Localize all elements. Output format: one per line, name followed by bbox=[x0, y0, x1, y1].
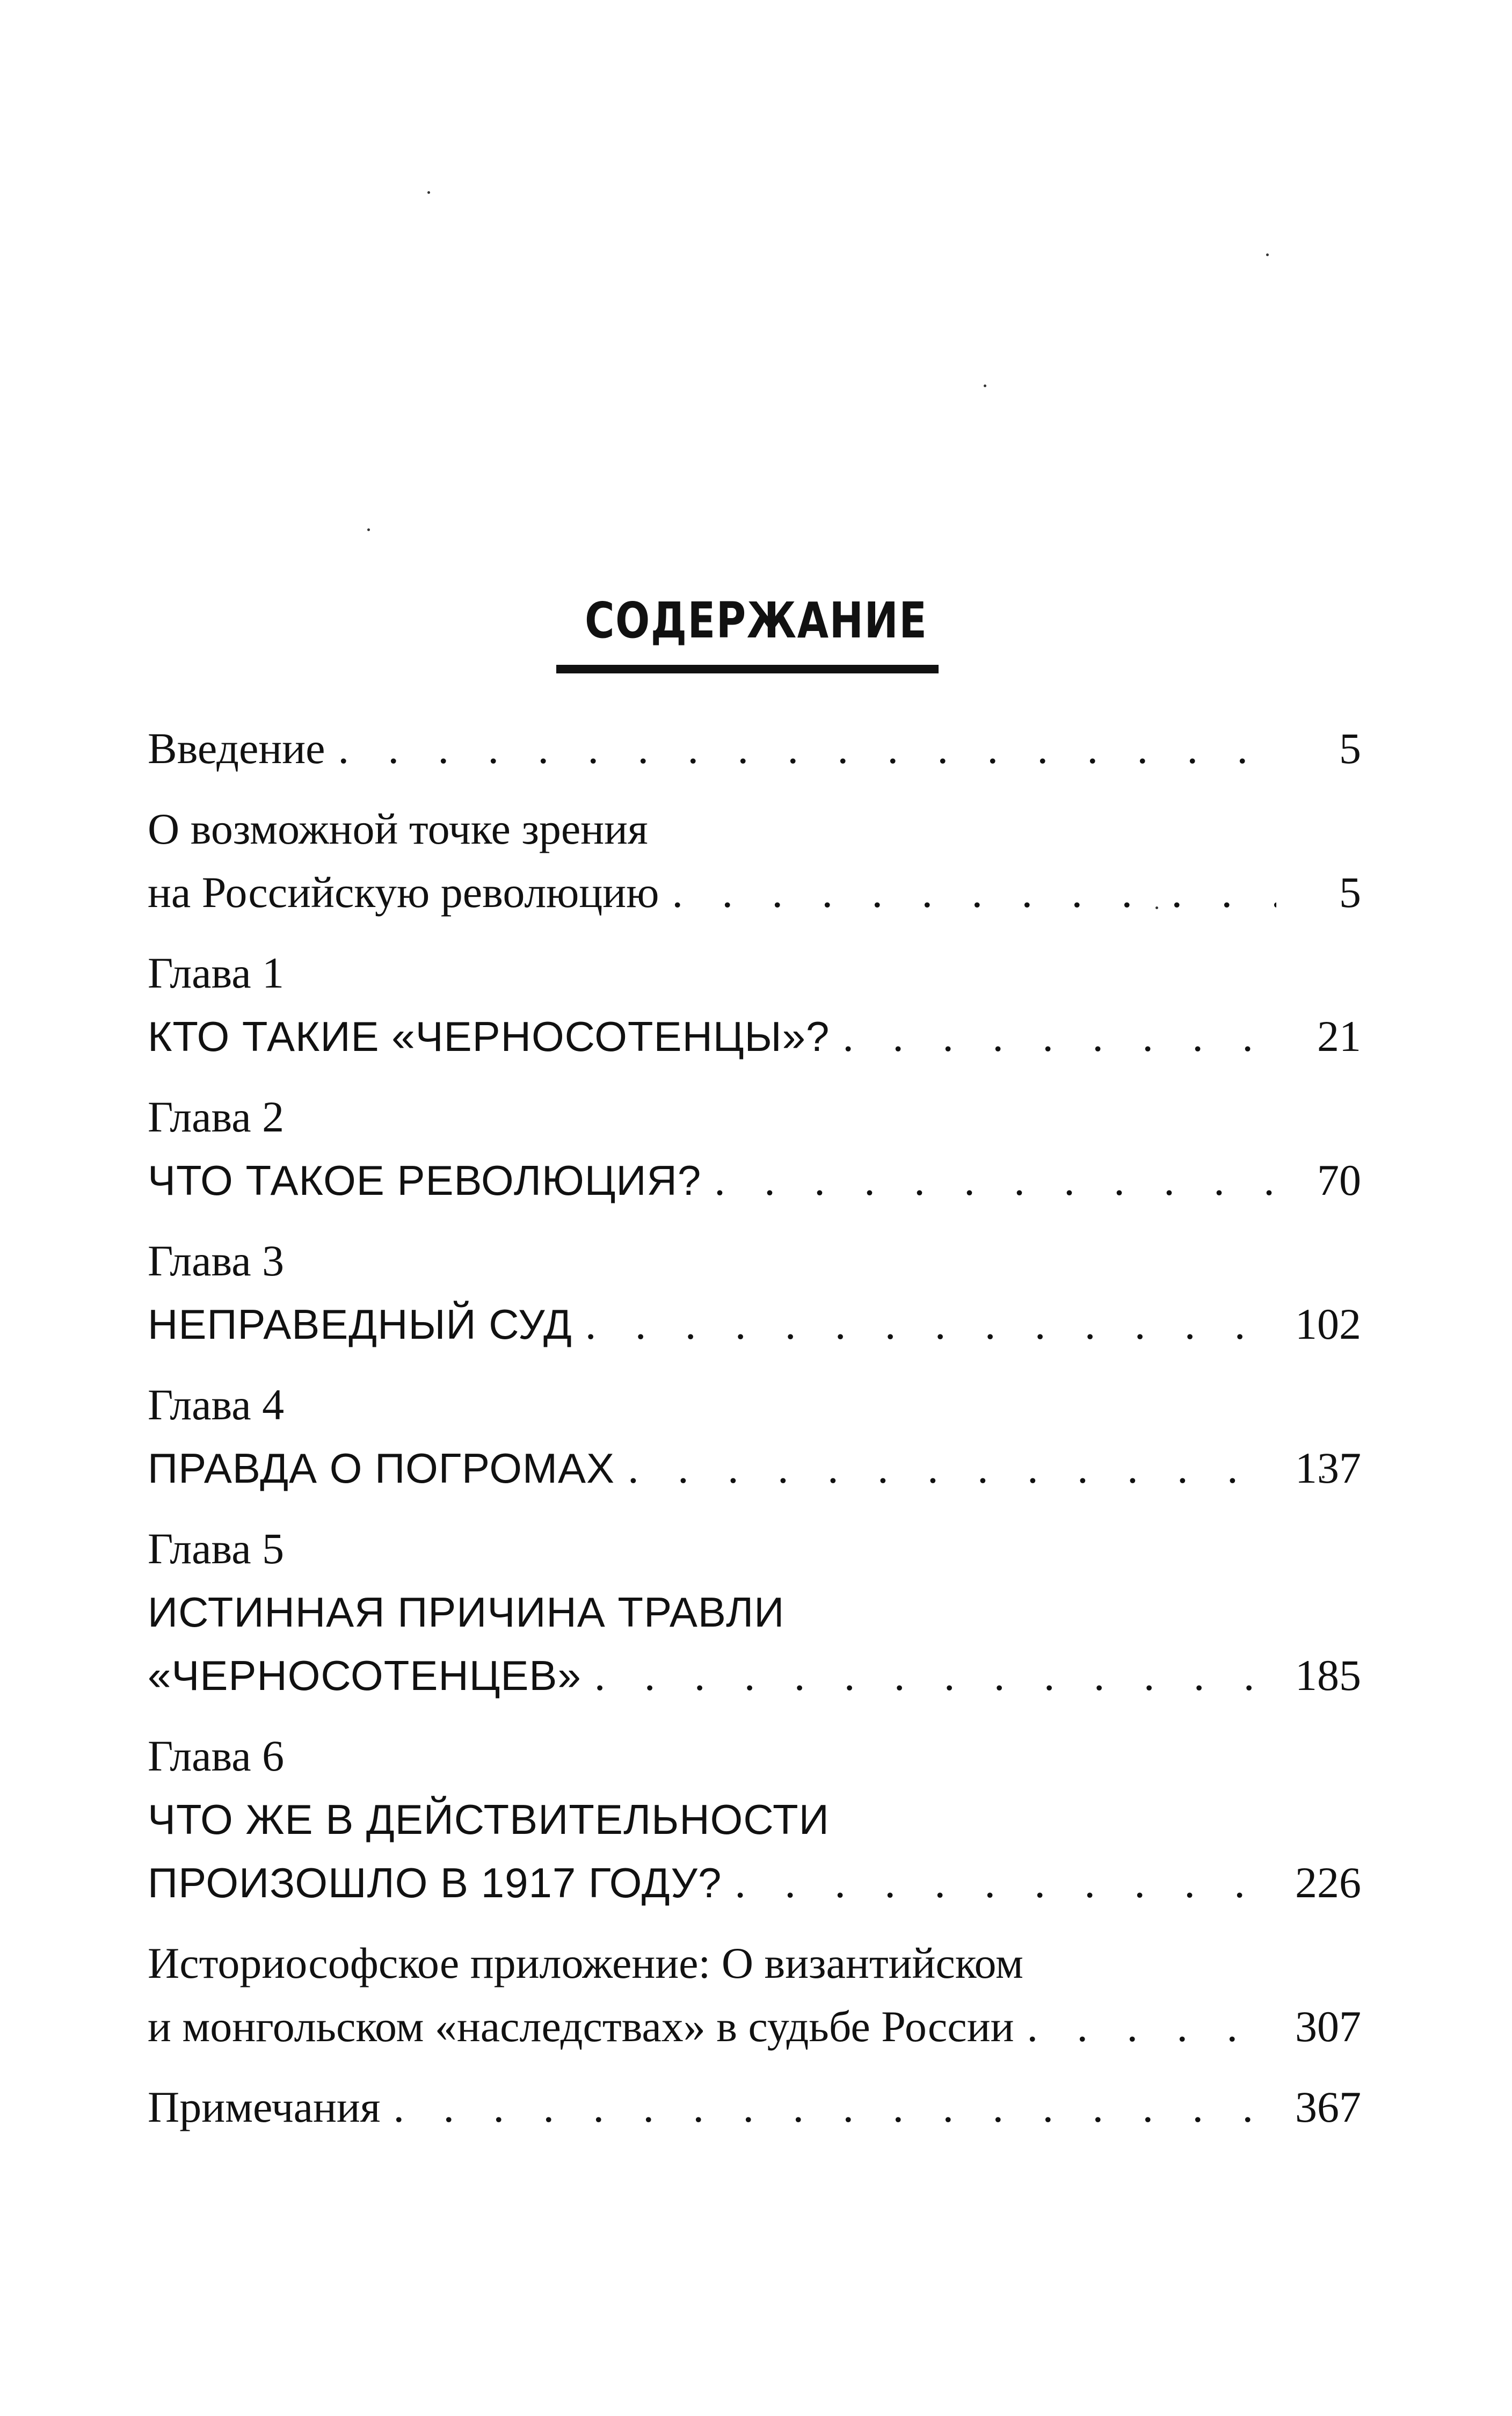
toc-entry[interactable] bbox=[148, 1373, 1361, 1500]
toc-entry-line bbox=[148, 941, 1361, 1005]
contents-heading bbox=[0, 592, 1512, 649]
toc-entry-text: Глава 2 bbox=[148, 1092, 285, 1141]
toc-entry-text: Глава 6 bbox=[148, 1731, 285, 1780]
contents-title: СОДЕРЖАНИЕ bbox=[584, 592, 928, 649]
print-speck bbox=[984, 384, 986, 387]
toc-entry-line bbox=[148, 1724, 1361, 1788]
toc-page-number: 185 bbox=[1295, 1651, 1361, 1700]
toc-entry[interactable] bbox=[148, 717, 1361, 780]
toc-entry-text: ПРОИЗОШЛО В 1917 ГОДУ? bbox=[148, 1859, 722, 1906]
toc-entry-line bbox=[148, 1851, 1361, 1914]
toc-entry-line bbox=[148, 1995, 1361, 2058]
toc-entry-text: ИСТИННАЯ ПРИЧИНА ТРАВЛИ bbox=[148, 1588, 785, 1636]
toc-entry-line bbox=[148, 1293, 1361, 1356]
toc-entry-line bbox=[148, 1085, 1361, 1149]
toc-entry-text: Примечания bbox=[148, 2083, 381, 2131]
toc-entry[interactable] bbox=[148, 1085, 1361, 1212]
toc-entry-line bbox=[148, 717, 1361, 780]
toc-entry-line bbox=[148, 1436, 1361, 1500]
dot-leader bbox=[1027, 1995, 1276, 2058]
print-speck bbox=[427, 191, 430, 194]
dot-leader bbox=[585, 1293, 1276, 1356]
dot-leader bbox=[672, 861, 1276, 924]
dot-leader bbox=[714, 1149, 1276, 1212]
toc-page-number: 307 bbox=[1295, 2002, 1361, 2051]
toc-page-number: 5 bbox=[1339, 724, 1361, 773]
toc-page-number: 21 bbox=[1317, 1012, 1361, 1061]
toc-entry-line bbox=[148, 861, 1361, 924]
toc-entry-line bbox=[148, 1373, 1361, 1436]
toc-entry-line bbox=[148, 1580, 1361, 1644]
dot-leader bbox=[393, 2076, 1276, 2139]
toc-entry-text: О возможной точке зрения bbox=[148, 804, 648, 853]
toc-entry-text: ЧТО ЖЕ В ДЕЙСТВИТЕЛЬНОСТИ bbox=[148, 1796, 830, 1843]
dot-leader bbox=[842, 1005, 1276, 1068]
toc-entry-line bbox=[148, 1149, 1361, 1212]
toc-entry[interactable] bbox=[148, 797, 1361, 924]
toc-page-number: 102 bbox=[1295, 1300, 1361, 1348]
toc-entry-text: и монгольском «наследствах» в судьбе России bbox=[148, 2002, 1014, 2051]
dot-leader bbox=[594, 1644, 1276, 1707]
heading-underline bbox=[556, 665, 939, 673]
toc-page-number: 367 bbox=[1295, 2083, 1361, 2131]
dot-leader bbox=[338, 717, 1276, 780]
table-of-contents bbox=[148, 717, 1361, 2156]
toc-entry[interactable] bbox=[148, 2076, 1361, 2139]
toc-entry[interactable] bbox=[148, 1229, 1361, 1356]
toc-entry-text: Глава 1 bbox=[148, 948, 285, 997]
toc-entry-line bbox=[148, 1517, 1361, 1580]
toc-entry-text: Введение bbox=[148, 724, 325, 773]
toc-entry[interactable] bbox=[148, 941, 1361, 1068]
toc-entry-line bbox=[148, 1229, 1361, 1293]
toc-entry-text: Глава 4 bbox=[148, 1380, 285, 1429]
print-speck bbox=[367, 528, 370, 531]
toc-entry-text: Глава 3 bbox=[148, 1236, 285, 1285]
toc-entry-text: КТО ТАКИЕ «ЧЕРНОСОТЕНЦЫ»? bbox=[148, 1013, 830, 1060]
toc-entry-text: «ЧЕРНОСОТЕНЦЕВ» bbox=[148, 1652, 581, 1699]
dot-leader bbox=[628, 1436, 1276, 1500]
toc-entry[interactable] bbox=[148, 1932, 1361, 2058]
toc-entry-text: на Российскую революцию bbox=[148, 868, 659, 917]
toc-entry-line bbox=[148, 1788, 1361, 1851]
toc-entry-line bbox=[148, 1644, 1361, 1707]
toc-entry-text: ЧТО ТАКОЕ РЕВОЛЮЦИЯ? bbox=[148, 1157, 702, 1204]
toc-entry[interactable] bbox=[148, 1517, 1361, 1707]
toc-page-number: 5 bbox=[1339, 868, 1361, 917]
toc-entry-line bbox=[148, 2076, 1361, 2139]
print-speck bbox=[1266, 253, 1269, 256]
toc-entry-line bbox=[148, 797, 1361, 861]
toc-entry[interactable] bbox=[148, 1724, 1361, 1914]
toc-entry-text: Историософское приложение: О византийском bbox=[148, 1939, 1023, 1987]
toc-page-number: 137 bbox=[1295, 1443, 1361, 1492]
toc-entry-line bbox=[148, 1005, 1361, 1068]
toc-page-number: 226 bbox=[1295, 1858, 1361, 1907]
toc-entry-line bbox=[148, 1932, 1361, 1995]
toc-entry-text: ПРАВДА О ПОГРОМАХ bbox=[148, 1445, 615, 1492]
toc-entry-text: Глава 5 bbox=[148, 1524, 285, 1573]
dot-leader bbox=[735, 1851, 1276, 1914]
toc-entry-text: НЕПРАВЕДНЫЙ СУД bbox=[148, 1301, 572, 1348]
toc-page-number: 70 bbox=[1317, 1156, 1361, 1205]
